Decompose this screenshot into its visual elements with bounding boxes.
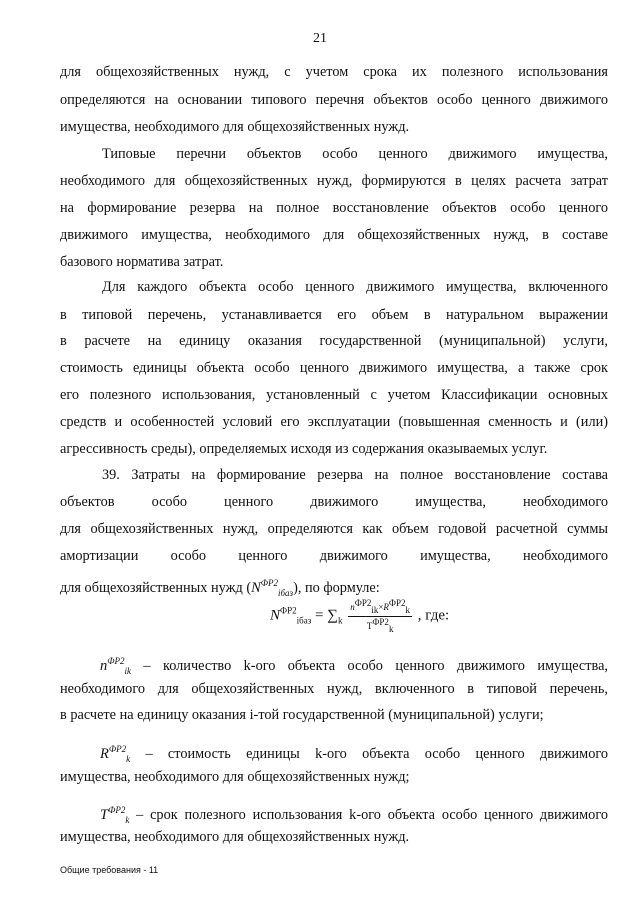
text-line: определяются на основании типового перечня объектов особо ценного движимого [60, 92, 608, 108]
text-line: Типовые перечни объектов особо ценного движимого имущества, [102, 146, 608, 162]
text-line: Для каждого объекта особо ценного движимого имущества, включенного [102, 279, 608, 295]
text-line: движимого имущества, необходимого для общехозяйственных нужд, в составе [60, 227, 608, 243]
fraction-numerator: $n^{ФР2}_{ik}\times R^{ФР2}_k$ [350, 598, 411, 615]
text-segment: для общехозяйственных нужд ( [60, 579, 252, 596]
formula-equals: = [315, 607, 324, 624]
text-line: необходимого для общехозяйственных нужд, формируются в целях расчета затрат [60, 173, 608, 189]
text-line: имущества, необходимого для общехозяйственных нужд. [60, 119, 410, 135]
sum-symbol: ∑ [327, 607, 338, 624]
text-line: объектов особо ценного движимого имущества, необходимого [60, 494, 608, 510]
text-line: в расчете на единицу оказания государственной (муниципальной) услуги, [60, 333, 608, 349]
text-line: имущества, необходимого для общехозяйственных нужд; [60, 769, 410, 785]
formula-lhs: N [270, 607, 281, 624]
symbol-n-ibaz: $N^{ФР2}_{iбаз}$ [251, 578, 294, 598]
text-line: в типовой перечень, устанавливается его объем в натуральном выражении [60, 307, 608, 323]
definition-n: $n^{ФР2}_{ik}$ – количество k-ого объекта особо ценного движимого имущества, [100, 656, 608, 676]
text-line: для общехозяйственных нужд, определяются как объем годовой расчетной суммы [60, 521, 608, 537]
text-line: его полезного использования, установленный с учетом Классификации основных [60, 387, 608, 403]
text-line: 39. Затраты на формирование резерва на полное восстановление состава [102, 467, 608, 483]
symbol-t-k: $T^{ФР2}_k$ [100, 805, 130, 825]
text-line: на формирование резерва на полное восстановление объектов особо ценного [60, 200, 608, 216]
text-line: средств и особенностей условий его эксплуатации (повышенная сменность и (или) [60, 414, 608, 430]
symbol-r-k: $R^{ФР2}_k$ [100, 744, 131, 764]
fraction-denominator: $T^{ФР2}_k$ [366, 616, 394, 634]
text-line: амортизации особо ценного движимого имущества, необходимого [60, 548, 608, 564]
text-line: необходимого для общехозяйственных нужд, включенного в типовой перечень, [60, 681, 608, 697]
formula-fraction [348, 598, 412, 635]
text-line: стоимость единицы объекта особо ценного движимого имущества, а также срок [60, 360, 608, 376]
page-number: 21 [313, 31, 327, 46]
definition-r: $R^{ФР2}_k$ – стоимость единицы k-ого объекта особо ценного движимого [100, 744, 608, 764]
symbol-n-ik: $n^{ФР2}_{ik}$ [100, 656, 131, 676]
text-line: имущества, необходимого для общехозяйственных нужд. [60, 829, 410, 845]
formula: $N^{ФР2}_{iбаз} = \sum_k$ $\frac{n^{ФР2}_{ik}\times R^{ФР2}_k}{T^{ФР2}_k}$ , где: [270, 598, 450, 634]
footer-note: Общие требования - 11 [60, 865, 159, 875]
text-line: для общехозяйственных нужд, с учетом срока их полезного использования [60, 64, 608, 80]
text-line: в расчете на единицу оказания i-той государственной (муниципальной) услуги; [60, 707, 544, 723]
text-segment: ), по формуле: [293, 579, 380, 596]
formula-tail: , где: [417, 607, 450, 624]
text-line: агрессивность среды), определяемых исходя из содержания оказываемых услуг. [60, 441, 548, 457]
definition-t: $T^{ФР2}_k$ – срок полезного использования k-ого объекта особо ценного движимого [100, 805, 608, 825]
text-line: базового норматива затрат. [60, 254, 224, 270]
